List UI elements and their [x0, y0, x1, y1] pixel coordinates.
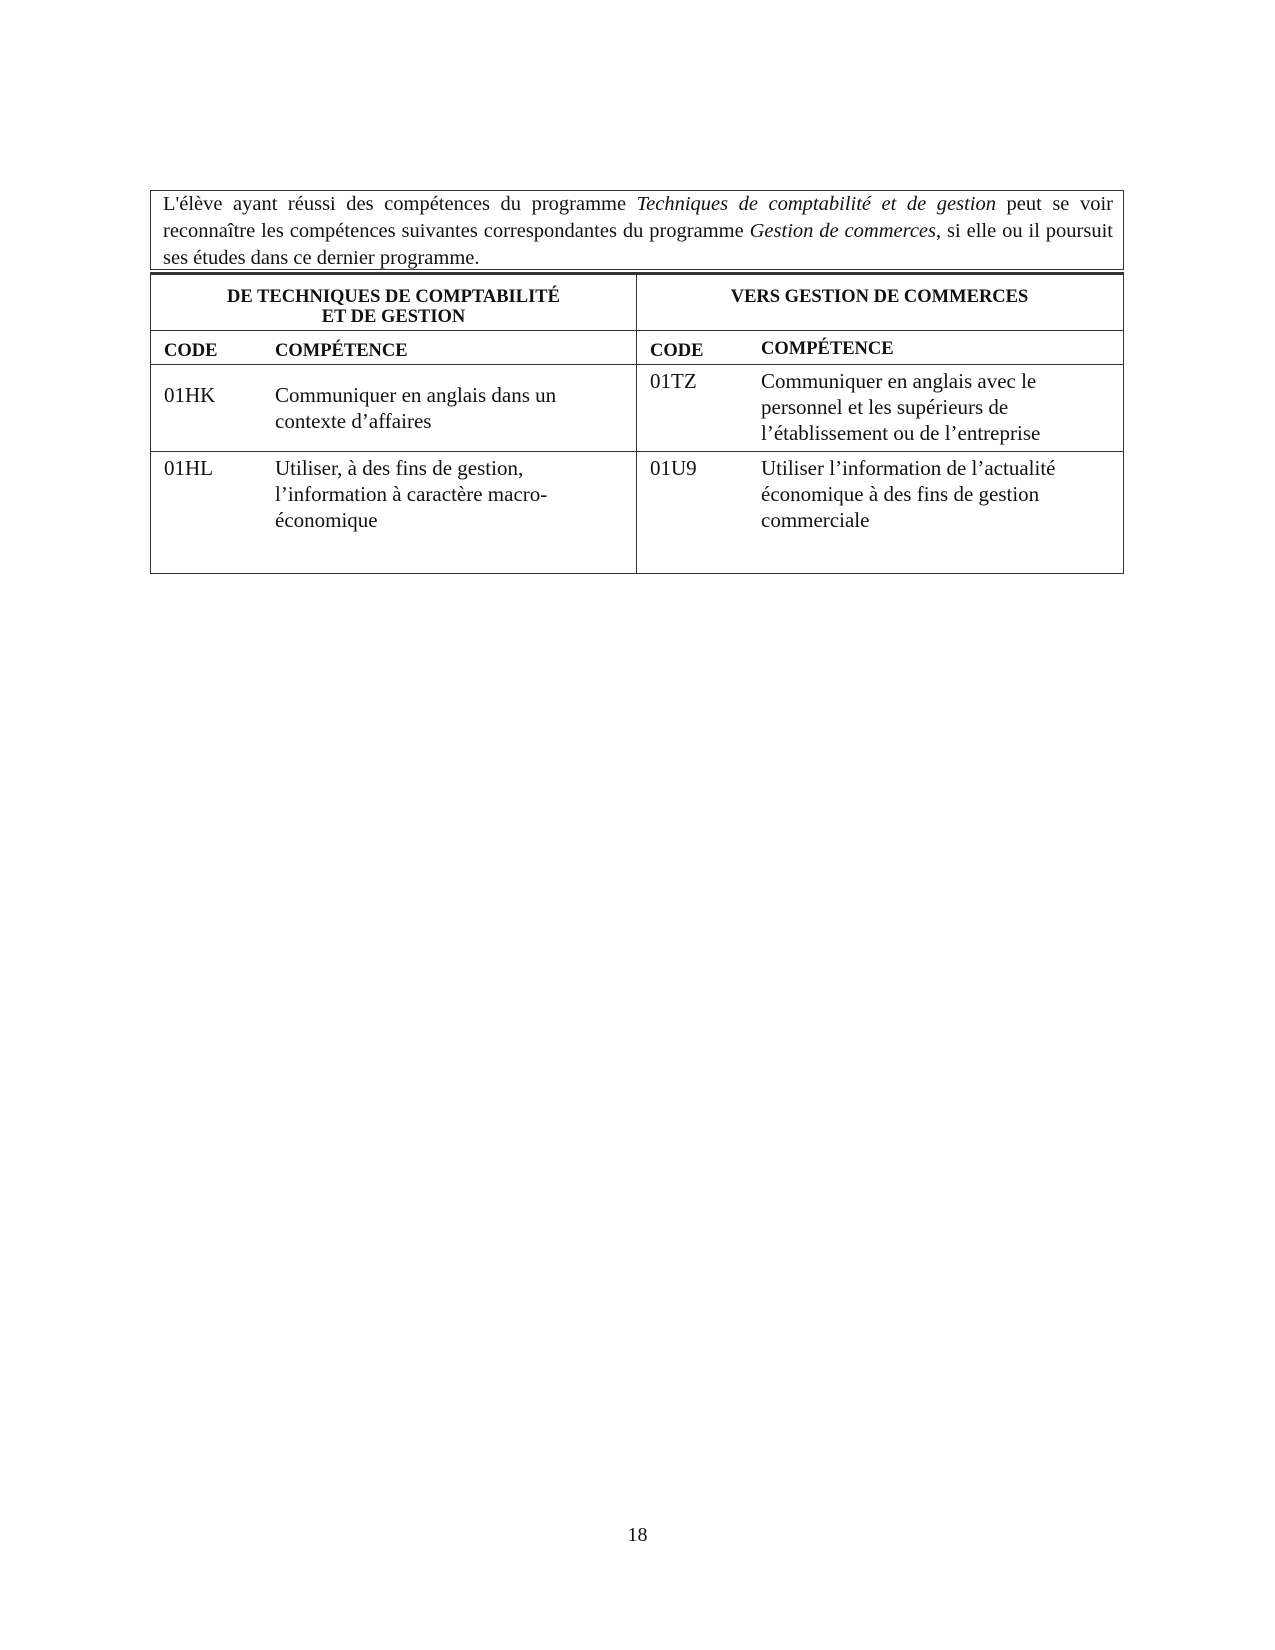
intro-paragraph: [150, 190, 1124, 270]
row2-to-competence: Utiliser l’information de l’actualité économique à des fins de gestion commerciale: [761, 456, 1056, 532]
right-column-header: VERS GESTION DE COMMERCES: [730, 287, 1029, 307]
row1-to-competence: Communiquer en anglais avec le personnel et les supérieurs de l’établissement ou de l’entreprise: [761, 369, 1041, 445]
equivalence-table: [150, 272, 1124, 574]
left-competence-label: COMPÉTENCE: [275, 341, 408, 361]
left-code-label: CODE: [164, 341, 218, 361]
row2-to-code: 01U9: [650, 456, 697, 480]
row1-from-competence: Communiquer en anglais dans un contexte d’affaires: [275, 383, 557, 433]
left-column-header: [151, 287, 636, 327]
intro-text-part3: , si elle ou il poursuit ses études dans ce dernier programme.: [163, 220, 1113, 269]
row1-to-code: 01TZ: [650, 369, 697, 393]
header-divider: [151, 330, 1123, 331]
program-to-title: Gestion de commerces: [749, 220, 936, 242]
left-header-line1: DE TECHNIQUES DE COMPTABILITÉ: [227, 287, 560, 307]
row2-from-competence: Utiliser, à des fins de gestion, l’information à caractère macro-économique: [275, 456, 548, 532]
column-divider: [636, 275, 637, 573]
right-competence-label: COMPÉTENCE: [761, 339, 894, 359]
intro-text-part1: L'élève ayant réussi des compétences du programme: [163, 193, 637, 215]
row-divider: [151, 451, 1123, 452]
program-from-title: Techniques de comptabilité et de gestion: [636, 193, 996, 215]
page-number: 18: [627, 1524, 648, 1546]
right-code-label: CODE: [650, 341, 704, 361]
left-header-line2: ET DE GESTION: [321, 307, 466, 327]
subheader-divider: [151, 364, 1123, 365]
row1-from-code: 01HK: [164, 383, 216, 407]
intro-text-part2: peut se voir reconnaître les compétences suivantes correspondantes du programme: [163, 193, 1113, 242]
row2-from-code: 01HL: [164, 456, 213, 480]
